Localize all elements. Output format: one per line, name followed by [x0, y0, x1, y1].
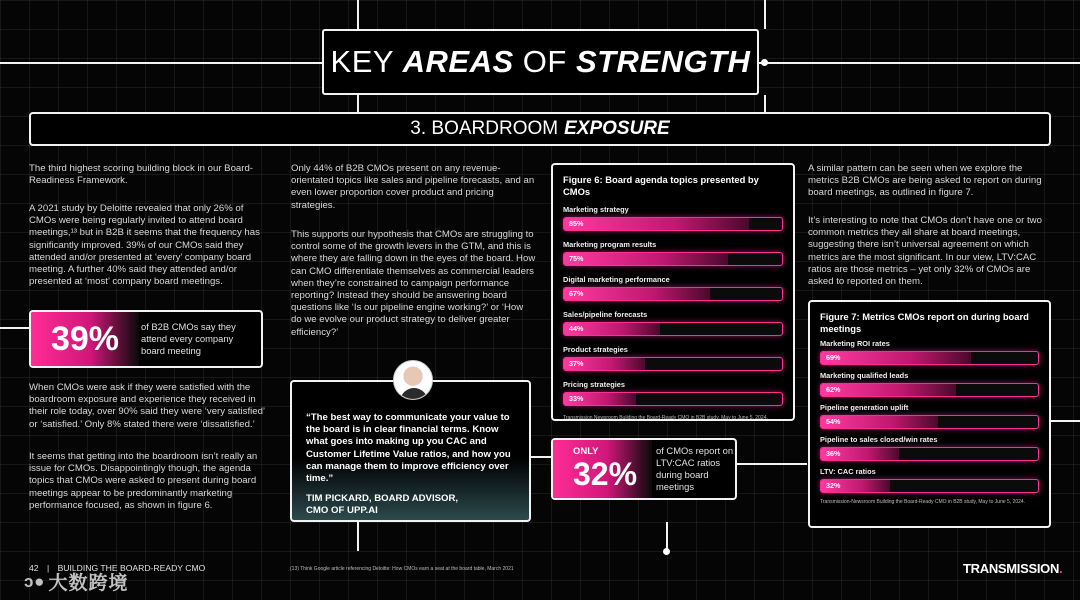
bar-row — [563, 380, 783, 406]
figure-6-bars — [563, 205, 783, 406]
bar-row — [563, 275, 783, 301]
quote-author — [306, 493, 517, 517]
bar-category-label: Pipeline generation uplift — [820, 403, 909, 412]
connector-dot — [761, 59, 768, 66]
connector-line — [1051, 420, 1080, 422]
bar-value-label: 62% — [826, 385, 841, 394]
quote-author-line: CMO OF UPP.AI — [306, 505, 378, 517]
quote-text: “The best way to communicate your value to the board is in clear financial terms. Know what goes into making up you CAC and Customer Lifetime Value ratios, and how you can manage them to improve efficiency over time.” — [306, 412, 511, 485]
figure-6-card — [551, 163, 795, 421]
bar-track — [563, 287, 783, 301]
title-part-emph: STRENGTH — [575, 44, 751, 79]
title-part-emph: AREAS — [402, 44, 514, 79]
figure-6-source: Transmission Newsroom Building the Board-Ready CMO in B2B study, May to June 5, 2024. — [563, 415, 768, 421]
quote-author-line: TIM PICKARD, BOARD ADVISOR, — [306, 493, 459, 505]
section-emph: EXPOSURE — [564, 118, 670, 139]
stat-text: of B2B CMOs say they attend every company board meeting — [141, 321, 236, 356]
bar-row — [563, 310, 783, 336]
footer-doc-title: BUILDING THE BOARD-READY CMO — [57, 563, 206, 573]
bar-row — [563, 345, 783, 371]
figure-6-title: Figure 6: Board agenda topics presented by CMOs — [563, 174, 759, 197]
section-heading — [29, 112, 1051, 146]
footer-page-number: 42 — [29, 563, 39, 573]
stat-callout-32 — [551, 438, 737, 500]
bar-category-label: Sales/pipeline forecasts — [563, 310, 648, 319]
col2-paragraph-2: This supports our hypothesis that CMOs are struggling to control some of the growth levers in the GTM, and this is where they are falling down in the eyes of the board. How can CMO differentiate themselves as commercial leaders when they’re constrained to campaign performance reporting? Instead they should be answering board questions like ‘Is our pipeline engine working?’ or ‘How do we evolve our product strategy to deliver greater efficiency?’ — [291, 229, 536, 338]
bar-category-label: Digital marketing performance — [563, 275, 670, 284]
stat-text: of CMOs report on LTV:CAC ratios during board meetings — [656, 445, 734, 492]
connector-line — [357, 95, 359, 112]
col1-paragraph-2: A 2021 study by Deloitte revealed that only 26% of CMOs were being regularly invited to attend board meetings,¹³ but in B2B it seems that the frequency has significantly improved. 39% of our CMOs said they attended and/or presented at ‘every’ company board meeting. A further 40% said they attended and/or presented at ‘most’ company board meetings. — [29, 203, 260, 288]
bar-track — [820, 479, 1039, 493]
figure-7-card — [808, 300, 1051, 528]
brand-dot: . — [1059, 561, 1063, 576]
brand-name: TRANSMISSION — [963, 561, 1060, 576]
title-part: KEY — [330, 44, 403, 79]
connector-line — [0, 62, 322, 64]
col4-paragraph-1: A similar pattern can be seen when we explore the metrics B2B CMOs are being asked to report on during board meetings, as outlined in figure 7. — [808, 163, 1042, 199]
bar-value-label: 32% — [826, 481, 841, 490]
bar-row — [820, 467, 1039, 493]
bar-row — [820, 371, 1039, 397]
bar-value-label: 85% — [569, 219, 584, 228]
bar-track — [820, 351, 1039, 365]
watermark — [24, 568, 128, 595]
col1-paragraph-1: The third highest scoring building block in our Board-Readiness Framework. — [29, 163, 253, 187]
bar-value-label: 44% — [569, 324, 584, 333]
bar-value-label: 69% — [826, 353, 841, 362]
connector-line — [357, 0, 359, 29]
footnote: (13) Think Google article referencing Deloitte: How CMOs earn a seat at the board table, March 2021 — [290, 566, 514, 572]
col1-paragraph-4: It seems that getting into the boardroom isn’t really an issue for CMOs. Disappointingly though, the agenda topics that CMOs were asked to present during board meetings appear to be predominantly marketing performance focused, as shown in figure 6. — [29, 451, 258, 511]
col1-paragraph-3: When CMOs were ask if they were satisfied with the boardroom exposure and experience they received in their role today, over 90% said they were ‘very satisfied’ or ‘satisfied.’ Only 8% stated there were ‘dissatisfied.’ — [29, 382, 265, 430]
bar-category-label: LTV: CAC ratios — [820, 467, 876, 476]
bar — [821, 352, 971, 364]
bar — [564, 253, 728, 265]
bar-value-label: 33% — [569, 394, 584, 403]
connector-line — [531, 456, 551, 458]
page-title — [322, 29, 759, 95]
bar-track — [820, 447, 1039, 461]
bar-category-label: Pipeline to sales closed/win rates — [820, 435, 938, 444]
bar — [821, 384, 956, 396]
connector-line — [0, 327, 30, 329]
avatar — [393, 360, 433, 400]
bar-category-label: Marketing ROI rates — [820, 339, 890, 348]
bar-track — [563, 252, 783, 266]
bar-track — [820, 415, 1039, 429]
connector-line — [666, 522, 668, 551]
figure-7-bars — [820, 339, 1039, 493]
title-part: OF — [513, 44, 576, 79]
footer-separator: | — [46, 563, 50, 573]
col4-paragraph-2: It’s interesting to note that CMOs don’t have one or two common metrics they all share at board meetings, suggesting there isn’t universal agreement on which metrics are the most significant. In our view, LTV:CAC ratios are those metrics – yet only 32% of CMOs are asked to reported on them. — [808, 215, 1042, 288]
bar-category-label: Marketing qualified leads — [820, 371, 909, 380]
bar-track — [563, 322, 783, 336]
bar-row — [820, 403, 1039, 429]
stat-value: 39% — [31, 312, 139, 366]
stat-only-label: ONLY — [573, 446, 599, 457]
bar-category-label: Marketing strategy — [563, 205, 629, 214]
bar-row — [820, 435, 1039, 461]
figure-7-source: Transmission-Newsroom Building the Board-Ready CMO in B2B study, May to June 5, 2024. — [820, 499, 1026, 505]
connector-line — [737, 463, 807, 465]
bar-row — [563, 205, 783, 231]
bar-value-label: 37% — [569, 359, 584, 368]
connector-line — [357, 522, 359, 551]
bar-value-label: 54% — [826, 417, 841, 426]
bar-category-label: Marketing program results — [563, 240, 657, 249]
figure-7-title: Figure 7: Metrics CMOs report on during board meetings — [820, 311, 1029, 334]
bar-value-label: 67% — [569, 289, 584, 298]
stat-value: 32% — [573, 456, 638, 492]
bar — [564, 218, 749, 230]
bar — [564, 288, 710, 300]
watermark-icon: ↄ ● — [24, 571, 43, 591]
bar-category-label: Pricing strategies — [563, 380, 626, 389]
quote-card — [290, 380, 531, 522]
connector-line — [764, 0, 766, 29]
watermark-text: 大数跨境 — [48, 573, 129, 594]
bar-track — [563, 217, 783, 231]
bar-row — [563, 240, 783, 266]
stat-callout-39 — [29, 310, 263, 368]
section-prefix: 3. BOARDROOM — [410, 118, 559, 139]
connector-dot — [663, 548, 670, 555]
bar-track — [563, 357, 783, 371]
bar-value-label: 36% — [826, 449, 841, 458]
brand-logo — [963, 561, 1062, 576]
bar-row — [820, 339, 1039, 365]
bar-track — [820, 383, 1039, 397]
col2-paragraph-1: Only 44% of B2B CMOs present on any revenue-orientated topics like sales and pipeline forecasts, and an even lower proportion cover product and pricing strategies. — [291, 163, 535, 211]
connector-line — [759, 62, 1080, 64]
stat-value-wrap — [553, 440, 652, 498]
bar-value-label: 75% — [569, 254, 584, 263]
connector-line — [764, 95, 766, 112]
bar-category-label: Product strategies — [563, 345, 628, 354]
bar-track — [563, 392, 783, 406]
